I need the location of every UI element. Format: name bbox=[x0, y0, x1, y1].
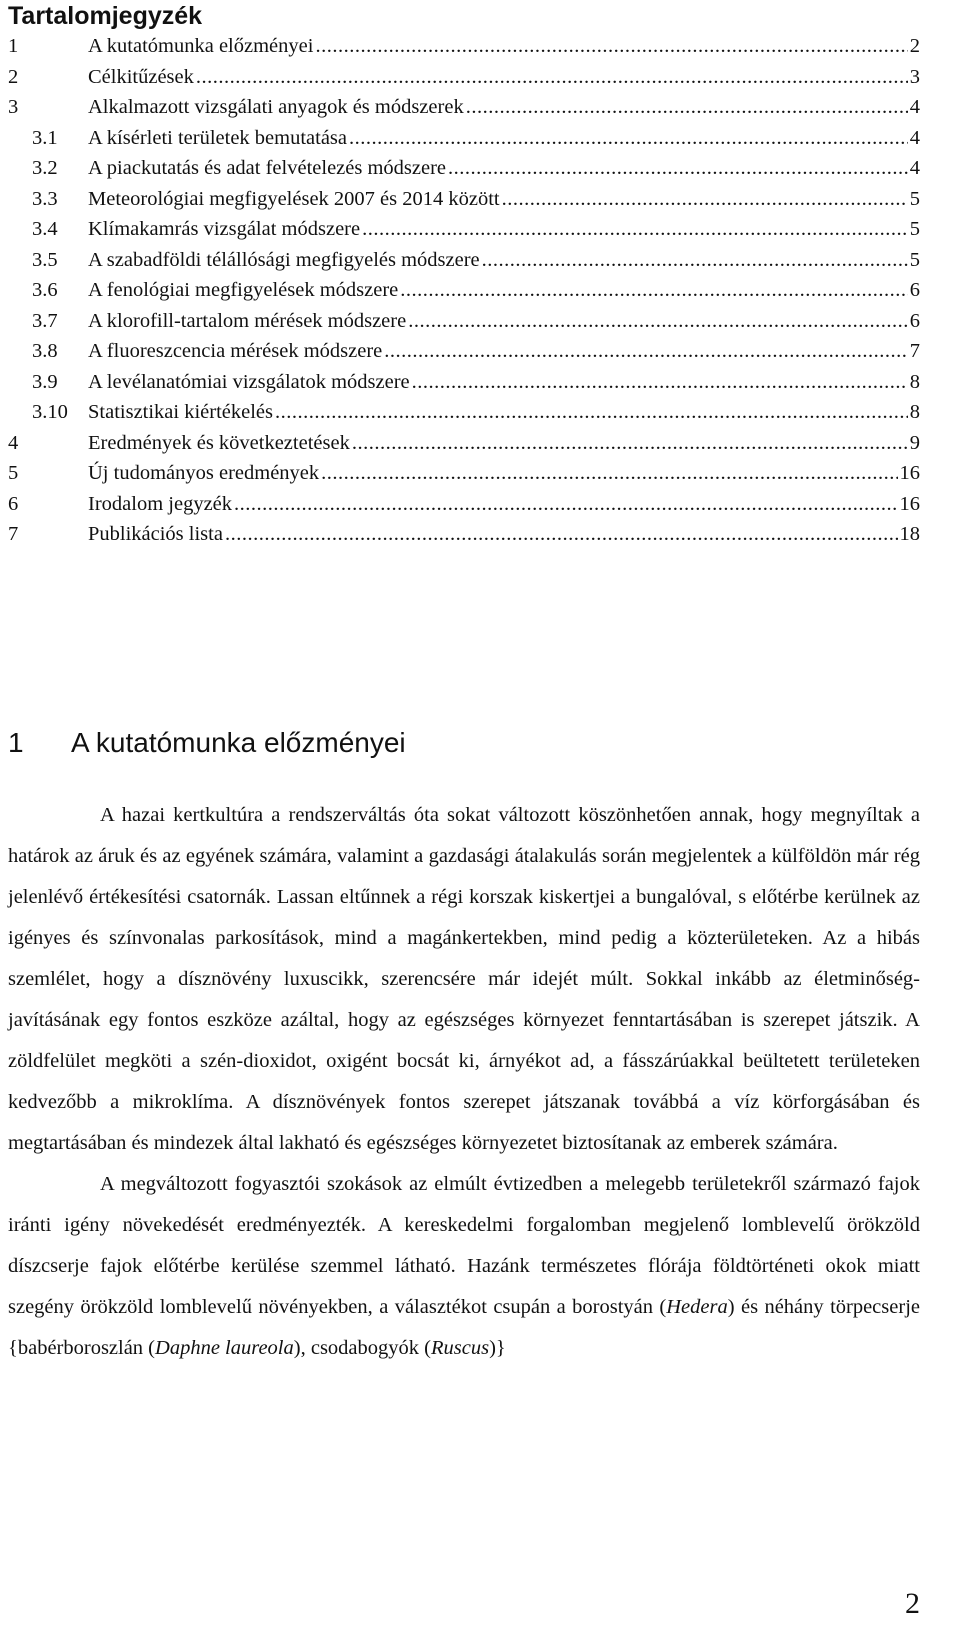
toc-entry-page: 6 bbox=[909, 279, 920, 301]
toc-entry[interactable] bbox=[8, 62, 920, 93]
toc-dot-leader bbox=[275, 397, 908, 428]
toc-entry-number: 3.10 bbox=[32, 401, 68, 423]
toc-entry[interactable] bbox=[8, 489, 920, 520]
toc-entry-number: 7 bbox=[8, 523, 19, 545]
chapter-body bbox=[8, 795, 920, 1369]
paragraph-text: ), csodabogyók ( bbox=[293, 1337, 431, 1359]
toc-entry[interactable] bbox=[8, 184, 920, 215]
paragraph-text: ) és néhány törpecserje {babérboroszlán ( bbox=[8, 1296, 920, 1359]
toc-entry-number: 3.2 bbox=[32, 157, 58, 179]
toc-entry[interactable] bbox=[8, 275, 920, 306]
toc-entry[interactable] bbox=[8, 245, 920, 276]
paragraph-text: )} bbox=[489, 1337, 506, 1359]
toc-dot-leader bbox=[466, 92, 908, 123]
paragraph-text: A megváltozott fogyasztói szokások az elmúlt évtizedben a melegebb területekről származó fajok iránti igény növekedését eredményezték. A kereskedelmi forgalomban megjelenő lomblevelű örökzöld díszcserje fajok előtérbe kerülése szemmel látható. Hazánk természetes flórája földtörténeti okok miatt szegény örökzöld lomblevelű növényekben, a választékot csupán a borostyán ( bbox=[8, 1173, 920, 1318]
toc-entry-title: A fenológiai megfigyelések módszere bbox=[88, 279, 399, 301]
toc-entry[interactable] bbox=[8, 458, 920, 489]
toc-entry-title: A piackutatás és adat felvételezés módszere bbox=[88, 157, 447, 179]
toc-entry-title: Statisztikai kiértékelés bbox=[88, 401, 274, 423]
toc-entry-title: Publikációs lista bbox=[88, 523, 223, 545]
toc-entry-number: 3.9 bbox=[32, 370, 58, 393]
toc-entry-page: 5 bbox=[909, 187, 920, 210]
toc-entry[interactable] bbox=[8, 123, 920, 154]
toc-entry-title: A fluoreszcencia mérések módszere bbox=[88, 340, 383, 362]
toc-entry[interactable] bbox=[8, 214, 920, 245]
toc-entry-page: 16 bbox=[899, 492, 920, 515]
toc-entry[interactable] bbox=[8, 397, 920, 428]
toc-entry-page: 6 bbox=[909, 309, 920, 332]
toc-entry-number: 3.8 bbox=[32, 340, 58, 362]
toc-entry-number: 3.6 bbox=[32, 279, 58, 301]
toc-entry[interactable] bbox=[8, 31, 920, 62]
toc-entry-number: 4 bbox=[8, 431, 19, 454]
page-number: 2 bbox=[905, 1587, 920, 1620]
species-name: Ruscus bbox=[430, 1337, 490, 1359]
species-name: Hedera bbox=[666, 1296, 728, 1318]
toc-entry-title: Célkitűzések bbox=[88, 65, 194, 88]
toc-entry-title: Eredmények és következtetések bbox=[88, 431, 350, 454]
toc-entry-page: 5 bbox=[909, 218, 920, 240]
toc-dot-leader bbox=[384, 336, 907, 367]
toc-dot-leader bbox=[225, 519, 898, 550]
toc-entry-page: 8 bbox=[909, 401, 920, 423]
toc-dot-leader bbox=[448, 153, 908, 184]
toc-entry-page: 4 bbox=[909, 157, 920, 179]
toc-entry[interactable] bbox=[8, 428, 920, 459]
chapter-heading bbox=[8, 725, 406, 761]
species-name: Daphne laureola bbox=[155, 1337, 294, 1359]
table-of-contents bbox=[8, 31, 920, 550]
toc-title: Tartalomjegyzék bbox=[8, 2, 203, 30]
body-paragraph bbox=[8, 1164, 920, 1369]
toc-entry-number: 3.3 bbox=[32, 187, 58, 210]
toc-entry-title: A levélanatómiai vizsgálatok módszere bbox=[88, 370, 410, 393]
toc-entry-page: 9 bbox=[909, 431, 920, 454]
toc-entry-page: 7 bbox=[909, 340, 920, 362]
toc-entry-page: 3 bbox=[909, 65, 920, 88]
toc-entry-number: 2 bbox=[8, 65, 19, 88]
toc-dot-leader bbox=[349, 123, 908, 154]
toc-entry[interactable] bbox=[8, 92, 920, 123]
toc-entry-title: Meteorológiai megfigyelések 2007 és 2014 között bbox=[88, 187, 500, 210]
toc-dot-leader bbox=[315, 31, 907, 62]
toc-entry-number: 1 bbox=[8, 35, 19, 57]
toc-entry[interactable] bbox=[8, 367, 920, 398]
toc-entry-title: A klorofill-tartalom mérések módszere bbox=[88, 309, 407, 332]
toc-entry-page: 5 bbox=[909, 248, 920, 271]
toc-entry-title: Új tudományos eredmények bbox=[88, 462, 320, 484]
toc-entry-number: 3.4 bbox=[32, 218, 58, 240]
toc-entry-title: A szabadföldi télállósági megfigyelés módszere bbox=[88, 248, 480, 271]
toc-dot-leader bbox=[400, 275, 908, 306]
chapter-number: 1 bbox=[8, 727, 24, 758]
toc-entry-number: 3.1 bbox=[32, 126, 58, 149]
toc-dot-leader bbox=[196, 62, 908, 93]
body-paragraph bbox=[8, 795, 920, 1164]
toc-dot-leader bbox=[482, 245, 908, 276]
toc-entry-page: 2 bbox=[909, 35, 920, 57]
toc-entry-number: 5 bbox=[8, 462, 19, 484]
toc-entry-title: A kísérleti területek bemutatása bbox=[88, 126, 348, 149]
toc-entry-number: 3.7 bbox=[32, 309, 58, 332]
toc-entry[interactable] bbox=[8, 336, 920, 367]
toc-dot-leader bbox=[321, 458, 897, 489]
toc-entry-page: 18 bbox=[899, 523, 920, 545]
toc-dot-leader bbox=[362, 214, 908, 245]
toc-entry-page: 4 bbox=[909, 126, 920, 149]
toc-entry[interactable] bbox=[8, 306, 920, 337]
paragraph-text: A hazai kertkultúra a rendszerváltás óta sokat változott köszönhetően annak, hogy megnyíltak a határok az áruk és az egyének számára, valamint a gazdasági átalakulás során megjelentek a külföldön már rég jelenlévő értékesítési csatornák. Lassan eltűnnek a régi korszak kiskertjei a bungalóval, s előtérbe kerülnek az igényes és színvonalas parkosítások, mind a magánkertekben, mind pedig a közterületeken. Az a hibás szemlélet, hogy a dísznövény luxuscikk, szerencsére már idejét múlt. Sokkal inkább az életminőség-javításának egy fontos eszköze azáltal, hogy az egészséges környezet fenntartásában is szerepet játszik. A zöldfelület megköti a szén-dioxidot, oxigént bocsát ki, árnyékot ad, a fásszárúakkal beültetett területeken kedvezőbb a mikroklíma. A dísznövények fontos szerepet játszanak továbbá a víz körforgásában és megtartásában és mindezek által lakható és egészséges környezetet biztosítanak az emberek számára. bbox=[8, 804, 920, 1154]
toc-dot-leader bbox=[234, 489, 897, 520]
toc-entry-page: 8 bbox=[909, 370, 920, 393]
toc-entry-title: Irodalom jegyzék bbox=[88, 492, 233, 515]
toc-entry-page: 16 bbox=[899, 462, 920, 484]
toc-entry-page: 4 bbox=[909, 96, 920, 118]
toc-entry-number: 3 bbox=[8, 96, 19, 118]
toc-dot-leader bbox=[408, 306, 908, 337]
toc-entry-title: Klímakamrás vizsgálat módszere bbox=[88, 218, 361, 240]
toc-entry-title: Alkalmazott vizsgálati anyagok és módszerek bbox=[88, 96, 464, 118]
toc-entry[interactable] bbox=[8, 519, 920, 550]
toc-entry-number: 6 bbox=[8, 492, 19, 515]
toc-entry[interactable] bbox=[8, 153, 920, 184]
toc-entry-title: A kutatómunka előzményei bbox=[88, 35, 314, 57]
toc-dot-leader bbox=[502, 184, 908, 215]
toc-dot-leader bbox=[352, 428, 908, 459]
toc-dot-leader bbox=[412, 367, 908, 398]
toc-entry-number: 3.5 bbox=[32, 248, 58, 271]
chapter-title: A kutatómunka előzményei bbox=[71, 727, 406, 758]
